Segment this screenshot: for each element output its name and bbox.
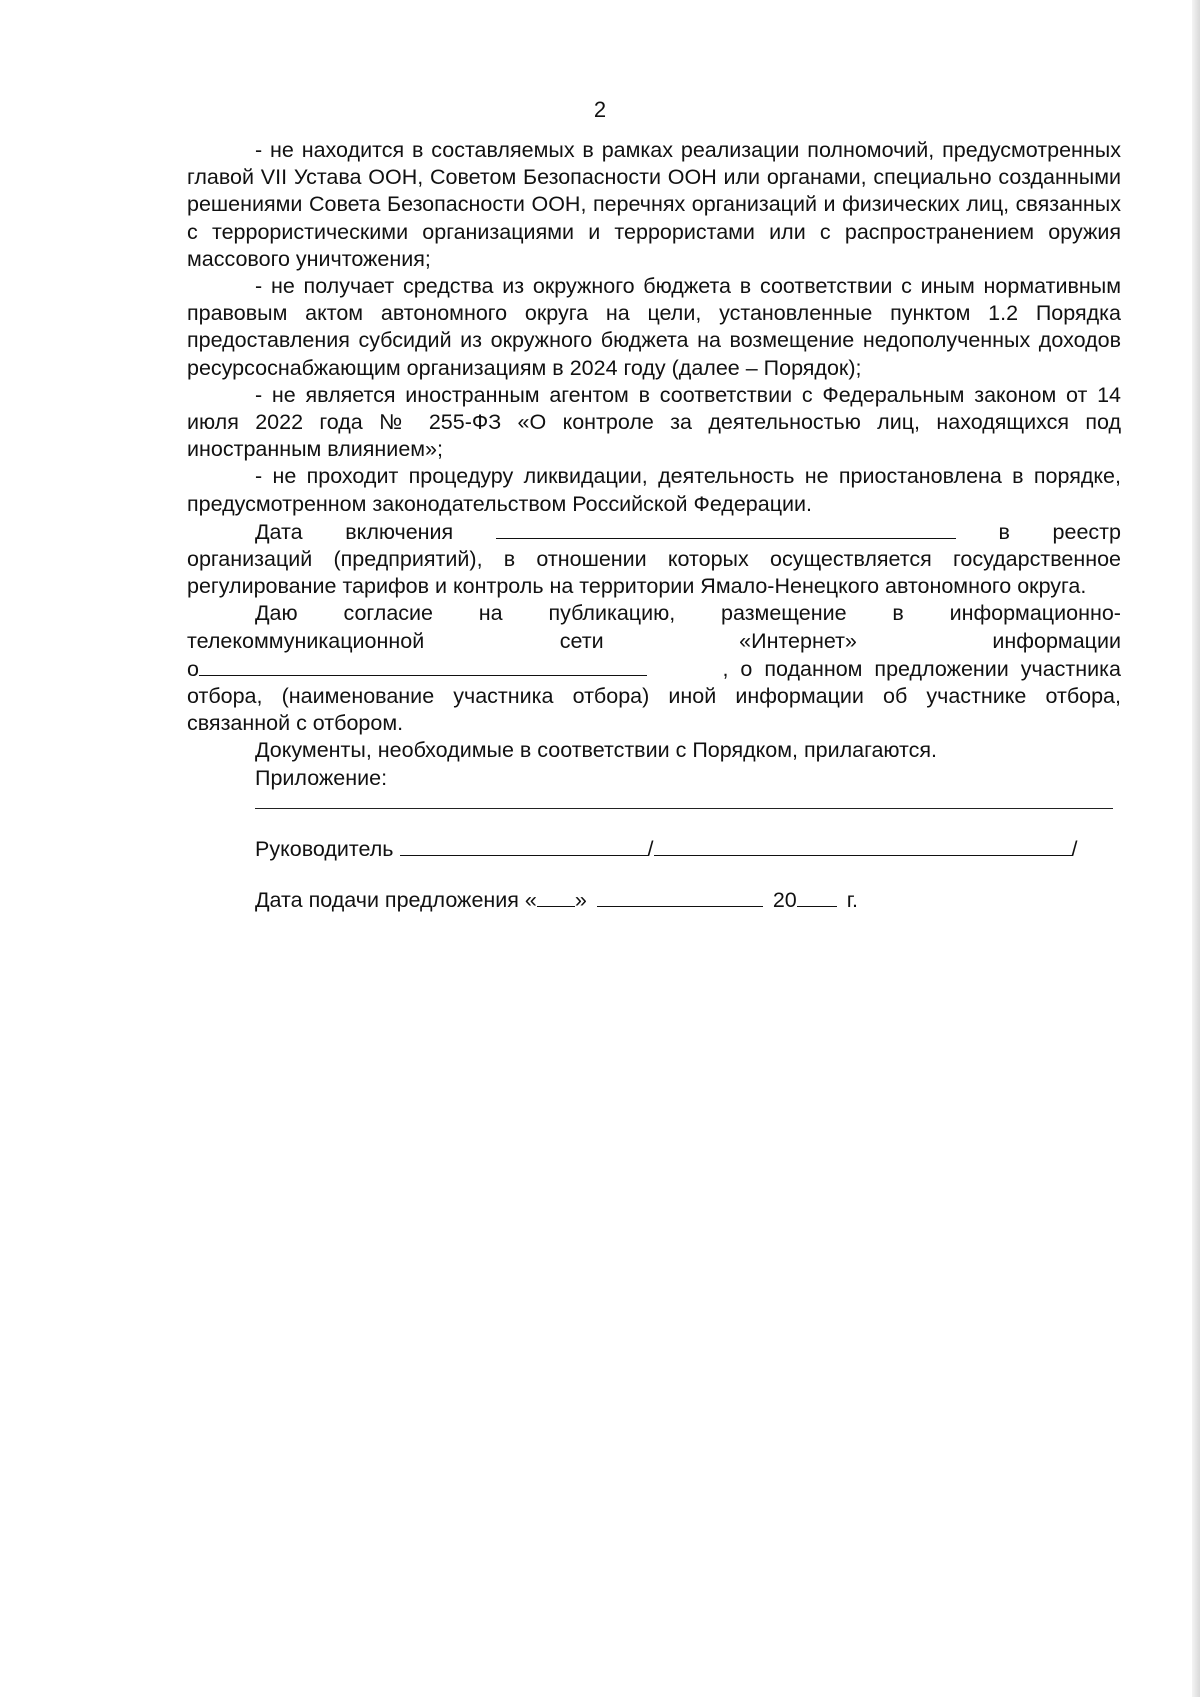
consent-word: о bbox=[187, 656, 199, 681]
consent-block bbox=[187, 600, 1121, 737]
condition-paragraph-liquidation: - не проходит процедуру ликвидации, деятельность не приостановлена в порядке, предусмотренном законодательством Российской Федерации. bbox=[187, 464, 1121, 516]
submission-day-blank[interactable] bbox=[537, 886, 575, 907]
submission-date-row bbox=[187, 886, 1121, 914]
registry-date-blank[interactable] bbox=[496, 518, 956, 539]
consent-word: на bbox=[478, 601, 503, 626]
document-body bbox=[187, 137, 1121, 914]
registry-word: в bbox=[998, 519, 1010, 544]
consent-word: Даю bbox=[255, 601, 298, 626]
signature-slash: / bbox=[647, 836, 654, 861]
condition-paragraph-un-lists: - не находится в составляемых в рамках реализации полномочий, предусмотренных главой VII Устава ООН, Советом Безопасности ООН или органами, специально созданными решениями Совета Безопасности ООН, перечнях организаций и физических лиц, связанных с террористическими организациями и террористами или с распространением оружия массового уничтожения; bbox=[187, 138, 1121, 271]
consent-info-blank[interactable] bbox=[199, 655, 647, 676]
consent-line-1 bbox=[187, 600, 1121, 627]
consent-continuation: отбора, (наименование участника отбора) иной информации об участнике отбора, связанной с отбором. bbox=[187, 684, 1121, 736]
registry-continuation: организаций (предприятий), в отношении которых осуществляется государственное регулирование тарифов и контроль на территории Ямало-Ненецкого автономного округа. bbox=[187, 547, 1121, 599]
consent-word: публикацию, bbox=[548, 601, 676, 626]
consent-word: «Интернет» bbox=[739, 628, 857, 653]
page-number: 2 bbox=[593, 97, 607, 122]
registry-word: реестр bbox=[1052, 519, 1121, 544]
documents-attached-line: Документы, необходимые в соответствии с Порядком, прилагаются. bbox=[255, 738, 938, 763]
signature-label: Руководитель bbox=[255, 836, 394, 861]
consent-word: согласие bbox=[343, 601, 433, 626]
consent-word: информации bbox=[992, 628, 1121, 653]
condition-paragraph-budget: - не получает средства из окружного бюджета в соответствии с иным нормативным правовым актом автономного округа на цели, установленные пунктом 1.2 Порядка предоставления субсидий из окружного бюджета на возмещение недополученных доходов ресурсоснабжающим организациям в 2024 году (далее – Порядок); bbox=[187, 274, 1121, 380]
registry-word: Дата bbox=[255, 519, 303, 544]
registry-word: включения bbox=[345, 519, 454, 544]
registry-first-line bbox=[187, 518, 1121, 546]
page-edge-shadow bbox=[1192, 0, 1200, 1697]
submission-year-blank[interactable] bbox=[797, 886, 837, 907]
signature-row bbox=[187, 835, 1121, 863]
consent-word: информационно- bbox=[949, 601, 1121, 626]
submission-month-blank[interactable] bbox=[597, 886, 763, 907]
submission-date-close-quote: » bbox=[574, 888, 587, 913]
signature-slash: / bbox=[1071, 836, 1078, 861]
submission-year-prefix: 20 bbox=[772, 888, 797, 913]
consent-word: телекоммуникационной bbox=[187, 628, 425, 653]
condition-paragraph-foreign-agent: - не является иностранным агентом в соответствии с Федеральным законом от 14 июля 2022 года № 255-ФЗ «О контроле за деятельностью лиц, находящихся под иностранным влиянием»; bbox=[187, 382, 1121, 462]
submission-year-suffix: г. bbox=[846, 888, 858, 913]
registry-inclusion-block bbox=[187, 518, 1121, 601]
consent-word: , о поданном предложении участника bbox=[722, 656, 1121, 681]
signature-name-blank[interactable] bbox=[654, 835, 1072, 856]
attachment-blank-line[interactable] bbox=[255, 800, 1113, 809]
consent-word: размещение bbox=[721, 601, 847, 626]
consent-word: в bbox=[892, 601, 904, 626]
attachment-label: Приложение: bbox=[255, 765, 388, 790]
submission-date-label: Дата подачи предложения « bbox=[255, 888, 537, 913]
consent-line-2 bbox=[187, 628, 1121, 655]
signature-blank[interactable] bbox=[400, 835, 648, 856]
consent-word: сети bbox=[559, 628, 604, 653]
consent-line-3 bbox=[187, 655, 1121, 683]
